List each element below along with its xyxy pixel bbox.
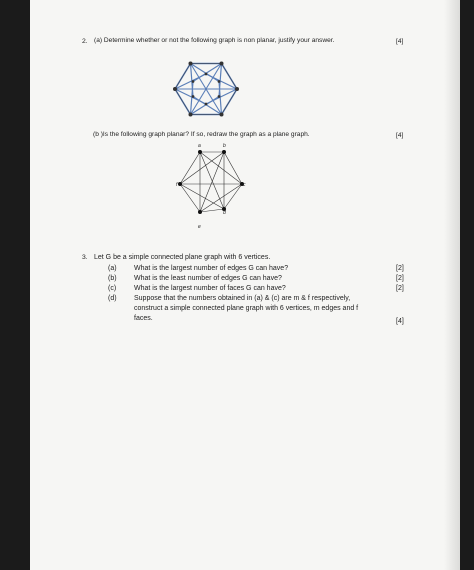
question-2-number: 2.	[82, 38, 88, 45]
question-3d-marks: [4]	[396, 318, 404, 325]
graph-b-edge-cd	[224, 184, 242, 209]
question-3b-marks: [2]	[396, 275, 404, 282]
graph-b-vertex-e	[198, 210, 202, 214]
question-3d-line-3: faces.	[134, 315, 153, 322]
graph-b-edge-ef	[180, 184, 200, 212]
question-3d-line-1: Suppose that the numbers obtained in (a) & (c) are m & f respectively,	[134, 295, 351, 302]
graph-b-edge-bc	[224, 152, 242, 184]
graph-b-label-f: f	[176, 182, 178, 188]
graph-b-vertex-f	[178, 182, 182, 186]
question-2a-marks: [4]	[396, 38, 404, 45]
question-3a-text: What is the largest number of edges G can have?	[134, 265, 289, 272]
graph-b-label-c: c	[243, 182, 246, 188]
question-2b-text: (b )Is the following graph planar? If so, redraw the graph as a plane graph.	[93, 131, 310, 138]
question-3c-marks: [2]	[396, 285, 404, 292]
question-2a-text: (a) Determine whether or not the following graph is non planar, justify your answer.	[94, 37, 335, 44]
graph-b-vertex-b	[222, 150, 226, 154]
graph-b-label-e: e	[198, 224, 201, 230]
question-2b-marks: [4]	[396, 132, 404, 139]
graph-b-vertex-a	[198, 150, 202, 154]
question-3-intro: Let G be a simple connected plane graph with 6 vertices.	[94, 254, 271, 261]
graph-b-label-d: d	[223, 210, 226, 216]
question-3-number: 3.	[82, 254, 88, 261]
graph-b-edge-ce	[200, 184, 242, 212]
exam-page	[30, 0, 460, 570]
graph-b-label-a: a	[198, 143, 201, 149]
graph-b-edge-fa	[180, 152, 200, 184]
graph-b-drawing	[178, 150, 244, 214]
question-3a-label: (a)	[108, 265, 117, 272]
question-3b-label: (b)	[108, 275, 117, 282]
question-3d-label: (d)	[108, 295, 117, 302]
question-3c-text: What is the largest number of faces G can have?	[134, 285, 286, 292]
graph-b-edge-ac	[200, 152, 242, 184]
graph-b-label-b: b	[223, 143, 226, 149]
question-3a-marks: [2]	[396, 265, 404, 272]
question-3c-label: (c)	[108, 285, 117, 292]
graph-b-edge-df	[180, 184, 224, 209]
question-3b-text: What is the least number of edges G can have?	[134, 275, 282, 282]
question-3d-line-2: construct a simple connected plane graph with 6 vertices, m edges and f	[134, 305, 359, 312]
